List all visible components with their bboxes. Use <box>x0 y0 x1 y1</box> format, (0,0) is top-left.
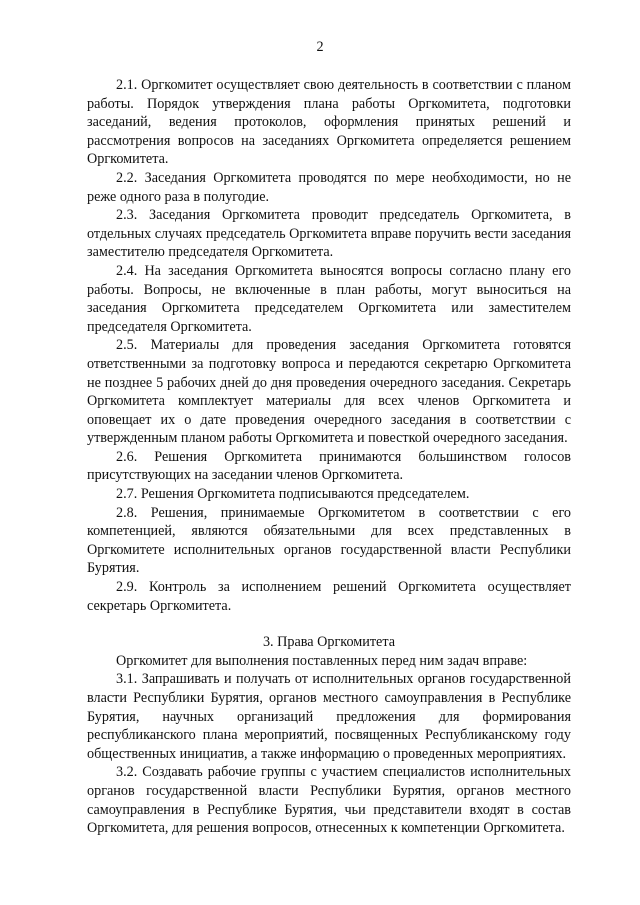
paragraph-2-9: 2.9. Контроль за исполнением решений Оргкомитета осуществляет секретарь Оргкомитета. <box>87 579 571 614</box>
document-body <box>87 76 571 838</box>
paragraph-3-1: 3.1. Запрашивать и получать от исполнительных органов государственной власти Республики Бурятия, органов местного самоуправления в Республике Бурятия, научных организаций предложения для формирования республиканского плана мероприятий, посвященных Республиканскому году общественных инициатив, а также информацию о проведенных мероприятиях. <box>87 671 571 762</box>
paragraph-3-2: 3.2. Создавать рабочие группы с участием специалистов исполнительных органов государственной власти Республики Бурятия, органов местного самоуправления в Республике Бурятия, чьи представители входят в состав Оргкомитета, для решения вопросов, отнесенных к компетенции Оргкомитета. <box>87 764 571 837</box>
paragraph-2-2: 2.2. Заседания Оргкомитета проводятся по мере необходимости, но не реже одного раза в полугодие. <box>87 169 571 205</box>
paragraph-2-1: 2.1. Оргкомитет осуществляет свою деятельность в соответствии с планом работы. Порядок утверждения плана работы Оргкомитета, подготовки заседаний, ведения протоколов, оформления принятых решений и рассмотрения вопросов на заседаниях Оргкомитета определяется решением Оргкомитета. <box>87 77 571 168</box>
paragraph-2-4: 2.4. На заседания Оргкомитета выносятся вопросы согласно плану его работы. Вопросы, не включенные в план работы, могут выноситься на заседания Оргкомитета председателем Оргкомитета или заместителем председателя Оргкомитета. <box>87 262 571 335</box>
page-number: 2 <box>316 39 324 55</box>
paragraph-2-6: 2.6. Решения Оргкомитета принимаются большинством голосов присутствующих на заседании членов Оргкомитета. <box>87 448 571 484</box>
paragraph-2-5: 2.5. Материалы для проведения заседания Оргкомитета готовятся ответственными за подготовку вопроса и передаются секретарю Оргкомитета не позднее 5 рабочих дней до дня проведения очередного заседания. Секретарь Оргкомитета комплектует материалы для всех членов Оргкомитета и оповещает их о дате проведения очередного заседания в соответствии с утвержденным планом работы Оргкомитета и повесткой очередного заседания. <box>87 337 571 447</box>
section-3-intro: Оргкомитет для выполнения поставленных перед ним задач вправе: <box>116 652 528 669</box>
paragraph-2-8: 2.8. Решения, принимаемые Оргкомитетом в соответствии с его компетенцией, являются обязательными для всех представленных в Оргкомитете исполнительных органов государственной власти Республики Бурятия. <box>87 504 571 577</box>
paragraph-2-3: 2.3. Заседания Оргкомитета проводит председатель Оргкомитета, в отдельных случаях председатель Оргкомитета вправе поручить вести заседания заместителю председателя Оргкомитета. <box>87 207 571 261</box>
paragraph-2-7: 2.7. Решения Оргкомитета подписываются председателем. <box>116 486 470 503</box>
section-3-title: 3. Права Оргкомитета <box>262 634 396 651</box>
